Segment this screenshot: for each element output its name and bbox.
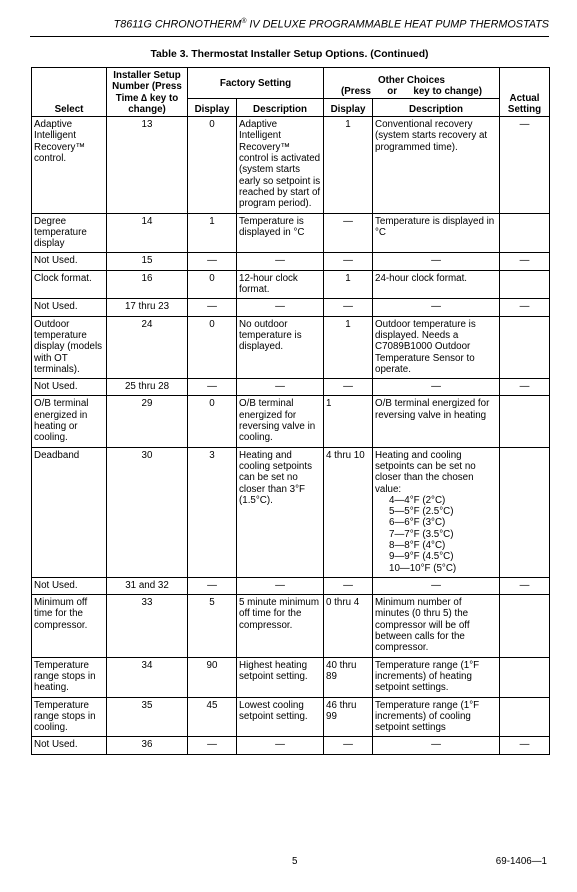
cell-other-display: 1 — [324, 316, 373, 378]
cell-other-description: Temperature range (1°F increments) of cooling setpoint settings — [373, 697, 500, 737]
col-header-installer-setup: Installer Setup Number (Press Time ∆ key to change) — [107, 68, 188, 117]
cell-setup-number: 25 thru 28 — [107, 379, 188, 396]
page-number: 5 — [292, 856, 298, 867]
cell-factory-display: — — [188, 299, 237, 316]
cell-factory-description: — — [237, 577, 324, 594]
cell-select: Not Used. — [32, 299, 107, 316]
cell-other-description: — — [373, 253, 500, 270]
page-header — [30, 14, 549, 37]
cell-factory-display: 0 — [188, 270, 237, 299]
cell-select: O/B terminal energized in heating or cooling. — [32, 396, 107, 447]
cell-other-description: — — [373, 737, 500, 754]
cell-setup-number: 36 — [107, 737, 188, 754]
cell-actual-setting: — — [500, 117, 550, 213]
cell-factory-description: — — [237, 737, 324, 754]
cell-select: Not Used. — [32, 379, 107, 396]
col-header-other-description: Description — [373, 99, 500, 117]
cell-factory-description: 5 minute minimum off time for the compressor. — [237, 595, 324, 657]
cell-factory-description: O/B terminal energized for reversing valve in cooling. — [237, 396, 324, 447]
cell-other-display: — — [324, 737, 373, 754]
cell-setup-number: 15 — [107, 253, 188, 270]
cell-factory-description: — — [237, 379, 324, 396]
cell-setup-number: 24 — [107, 316, 188, 378]
cell-other-display: 46 thru 99 — [324, 697, 373, 737]
cell-other-display: — — [324, 577, 373, 594]
registered-mark: ® — [241, 18, 247, 25]
cell-actual-setting — [500, 270, 550, 299]
cell-other-display: — — [324, 299, 373, 316]
list-item: 7—7°F (3.5°C) — [389, 528, 454, 540]
cell-factory-description: 12-hour clock format. — [237, 270, 324, 299]
cell-factory-description: Temperature is displayed in °C — [237, 213, 324, 253]
cell-select: Deadband — [32, 447, 107, 577]
cell-actual-setting — [500, 657, 550, 697]
cell-other-description: Temperature is displayed in °C — [373, 213, 500, 253]
cell-actual-setting: — — [500, 253, 550, 270]
cell-factory-description: Highest heating setpoint setting. — [237, 657, 324, 697]
cell-factory-display: 3 — [188, 447, 237, 577]
cell-actual-setting — [500, 316, 550, 378]
cell-factory-description: Adaptive Intelligent Recovery™ control is activated (system starts early so setpoint is reached by start of program period). — [237, 117, 324, 213]
cell-setup-number: 31 and 32 — [107, 577, 188, 594]
other-choices-instructions: (Press or key to change) — [341, 85, 483, 97]
cell-factory-display: — — [188, 379, 237, 396]
other-choices-title: Other Choices — [378, 74, 445, 86]
table-row — [32, 396, 550, 447]
installer-setup-table — [31, 67, 550, 755]
cell-factory-display: 0 — [188, 396, 237, 447]
cell-other-description: Outdoor temperature is displayed. Needs a C7089B1000 Outdoor Temperature Sensor to operate. — [373, 316, 500, 378]
cell-factory-display: — — [188, 253, 237, 270]
list-item: 4—4°F (2°C) — [389, 494, 446, 506]
cell-other-description: Minimum number of minutes (0 thru 5) the compressor will be off between calls for the compressor. — [373, 595, 500, 657]
cell-other-display: 40 thru 89 — [324, 657, 373, 697]
cell-setup-number: 35 — [107, 697, 188, 737]
cell-select: Not Used. — [32, 253, 107, 270]
deadband-value-list — [375, 495, 497, 574]
list-item: 9—9°F (4.5°C) — [389, 551, 454, 563]
table-caption: Table 3. Thermostat Installer Setup Options. (Continued) — [150, 49, 429, 60]
cell-factory-display: — — [188, 737, 237, 754]
cell-setup-number: 29 — [107, 396, 188, 447]
cell-actual-setting: — — [500, 299, 550, 316]
table-row — [32, 299, 550, 316]
cell-actual-setting — [500, 595, 550, 657]
list-item: 10—10°F (5°C) — [389, 562, 457, 574]
table-row — [32, 595, 550, 657]
cell-actual-setting — [500, 396, 550, 447]
cell-factory-description: — — [237, 253, 324, 270]
cell-factory-description: Lowest cooling setpoint setting. — [237, 697, 324, 737]
cell-setup-number: 13 — [107, 117, 188, 213]
cell-setup-number: 33 — [107, 595, 188, 657]
cell-actual-setting: — — [500, 737, 550, 754]
col-header-other-display: Display — [324, 99, 373, 117]
cell-other-display: — — [324, 213, 373, 253]
cell-other-description: O/B terminal energized for reversing valve in heating — [373, 396, 500, 447]
cell-other-display: 4 thru 10 — [324, 447, 373, 577]
header-title-before: T8611G CHRONOTHERM — [113, 18, 242, 31]
cell-factory-description: Heating and cooling setpoints can be set no closer than 3°F (1.5°C). — [237, 447, 324, 577]
cell-other-description — [373, 447, 500, 577]
cell-select: Temperature range stops in cooling. — [32, 697, 107, 737]
cell-factory-display: 5 — [188, 595, 237, 657]
deadband-intro: Heating and cooling setpoints can be set no closer than the chosen value: — [375, 449, 476, 495]
cell-actual-setting: — — [500, 577, 550, 594]
list-item: 8—8°F (4°C) — [389, 539, 446, 551]
col-header-factory-setting: Factory Setting — [188, 68, 324, 99]
cell-other-display: — — [324, 379, 373, 396]
col-header-factory-description: Description — [237, 99, 324, 117]
cell-actual-setting — [500, 697, 550, 737]
cell-factory-display: 0 — [188, 117, 237, 213]
cell-select: Not Used. — [32, 577, 107, 594]
cell-factory-description: — — [237, 299, 324, 316]
table-row — [32, 577, 550, 594]
cell-factory-display: 0 — [188, 316, 237, 378]
table-row — [32, 737, 550, 754]
cell-setup-number: 34 — [107, 657, 188, 697]
col-header-select: Select — [32, 68, 107, 117]
cell-other-description: — — [373, 577, 500, 594]
list-item: 5—5°F (2.5°C) — [389, 506, 454, 518]
cell-other-display: 1 — [324, 396, 373, 447]
table-row — [32, 316, 550, 378]
cell-factory-display: 90 — [188, 657, 237, 697]
cell-setup-number: 16 — [107, 270, 188, 299]
table-row — [32, 697, 550, 737]
cell-other-description: — — [373, 379, 500, 396]
cell-actual-setting — [500, 213, 550, 253]
cell-setup-number: 14 — [107, 213, 188, 253]
col-header-factory-display: Display — [188, 99, 237, 117]
col-header-actual-setting: Actual Setting — [500, 68, 550, 117]
cell-factory-display: 45 — [188, 697, 237, 737]
table-row — [32, 117, 550, 213]
table-row — [32, 270, 550, 299]
cell-actual-setting — [500, 447, 550, 577]
table-row — [32, 379, 550, 396]
cell-other-display: 1 — [324, 117, 373, 213]
cell-setup-number: 30 — [107, 447, 188, 577]
cell-setup-number: 17 thru 23 — [107, 299, 188, 316]
col-header-other-choices — [324, 68, 500, 99]
cell-select: Clock format. — [32, 270, 107, 299]
table-row — [32, 213, 550, 253]
header-title-after: IV DELUXE PROGRAMMABLE HEAT PUMP THERMOSTATS — [246, 18, 549, 31]
cell-factory-description: No outdoor temperature is displayed. — [237, 316, 324, 378]
cell-select: Adaptive Intelligent Recovery™ control. — [32, 117, 107, 213]
cell-other-display: — — [324, 253, 373, 270]
cell-other-description: 24-hour clock format. — [373, 270, 500, 299]
cell-actual-setting: — — [500, 379, 550, 396]
cell-other-description: Conventional recovery (system starts recovery at programmed time). — [373, 117, 500, 213]
cell-other-description: — — [373, 299, 500, 316]
cell-factory-display: — — [188, 577, 237, 594]
document-number: 69-1406—1 — [495, 856, 547, 867]
cell-other-display: 0 thru 4 — [324, 595, 373, 657]
list-item: 6—6°F (3°C) — [389, 517, 446, 529]
table-row — [32, 657, 550, 697]
cell-other-display: 1 — [324, 270, 373, 299]
cell-other-description: Temperature range (1°F increments) of heating setpoint settings. — [373, 657, 500, 697]
table-row — [32, 447, 550, 577]
table-row — [32, 253, 550, 270]
cell-select: Not Used. — [32, 737, 107, 754]
cell-select: Temperature range stops in heating. — [32, 657, 107, 697]
cell-select: Outdoor temperature display (models with OT terminals). — [32, 316, 107, 378]
cell-select: Degree temperature display — [32, 213, 107, 253]
cell-select: Minimum off time for the compressor. — [32, 595, 107, 657]
cell-factory-display: 1 — [188, 213, 237, 253]
